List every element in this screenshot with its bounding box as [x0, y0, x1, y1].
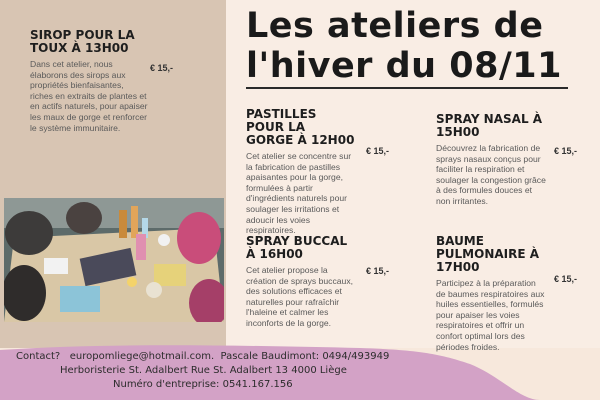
workshop-title: SPRAY BUCCAL À 16H00 [246, 234, 348, 261]
workshop-spray-nasal [436, 113, 546, 207]
workshop-photo-illustration [4, 198, 224, 322]
workshop-price: € 15,- [366, 266, 390, 276]
workshop-description: Découvrez la fabrication de sprays nasaux conçus pour faciliter la respiration et soulager la congestion grâce à des formules douces et non irritantes. [436, 143, 546, 206]
workshop-description: Dans cet atelier, nous élaborons des sirops aux propriétés bienfaisantes, riches en extraits de plantes et en actifs naturels, pour apaiser les maux de gorge et renforcer le système immunitaire. [30, 59, 148, 133]
workshop-price: € 15,- [554, 274, 578, 284]
workshop-pastilles [246, 108, 356, 236]
workshop-title: BAUME PULMONAIRE À 17H00 [436, 234, 540, 274]
workshop-photo [4, 198, 224, 322]
workshop-title: PASTILLES POUR LA GORGE À 12H00 [246, 107, 355, 147]
workshop-spray-buccal [246, 235, 356, 329]
footer-company-number: Numéro d'entreprise: 0541.167.156 [113, 379, 293, 390]
workshop-description: Cet atelier se concentre sur la fabrication de pastilles apaisantes pour la gorge, formulées à partir d'ingrédients naturels pour soulager les irritations et adoucir les voies respiratoires. [246, 151, 352, 236]
workshop-sirop [30, 29, 148, 133]
title-divider [246, 87, 568, 89]
workshop-title: SIROP POUR LA TOUX À 13H00 [30, 28, 135, 55]
workshop-description: Participez à la préparation de baumes respiratoires aux huiles essentielles, formulés pour apaiser les voies respiratoires et offrir un confort optimal lors des périodes froides. [436, 278, 545, 352]
workshop-price: € 15,- [366, 146, 390, 156]
workshop-baume-pulmonaire [436, 235, 546, 352]
page-title: Les ateliers de l'hiver du 08/11 [246, 6, 562, 86]
footer-address: Herboristerie St. Adalbert Rue St. Adalbert 13 4000 Liège [60, 365, 347, 376]
workshop-title: SPRAY NASAL À 15H00 [436, 112, 543, 139]
footer-contact: Contact? europomliege@hotmail.com. Pascale Baudimont: 0494/493949 [16, 351, 390, 362]
workshop-price: € 15,- [150, 63, 174, 73]
workshop-price: € 15,- [554, 146, 578, 156]
workshop-description: Cet atelier propose la création de sprays buccaux, des solutions efficaces et naturelles pour rafraîchir l'haleine et calmer les inconforts de la gorge. [246, 265, 354, 328]
